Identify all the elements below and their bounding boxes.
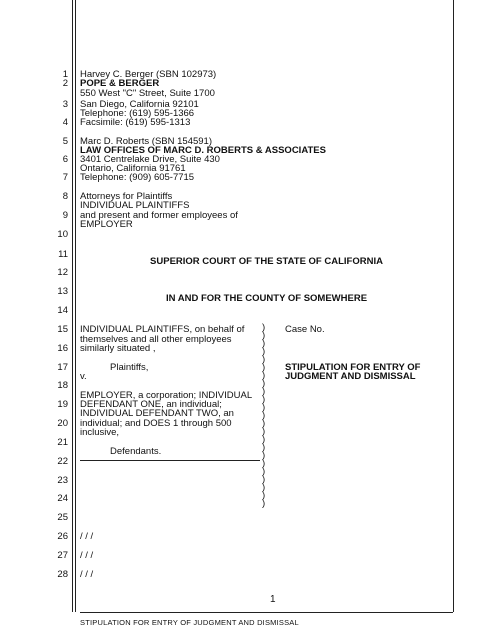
court-county: IN AND FOR THE COUNTY OF SOMEWHERE bbox=[165, 293, 368, 304]
plaintiff-line: themselves and all other employees bbox=[80, 334, 232, 345]
line-number: 10 bbox=[57, 229, 68, 240]
address-line: 3401 Centrelake Drive, Suite 430 bbox=[80, 154, 220, 165]
line-number: 27 bbox=[57, 550, 68, 561]
footer-rule bbox=[80, 612, 453, 613]
attorneys-for-line: EMPLOYER bbox=[80, 219, 133, 230]
address-line: 550 West "C" Street, Suite 1700 bbox=[80, 88, 215, 99]
page-number: 1 bbox=[270, 594, 276, 605]
plaintiff-line: INDIVIDUAL PLAINTIFFS, on behalf of bbox=[80, 324, 245, 335]
line-number: 5 bbox=[62, 136, 68, 147]
line-number: 25 bbox=[57, 512, 68, 523]
line-number: 4 bbox=[62, 117, 68, 128]
attorneys-for-line: INDIVIDUAL PLAINTIFFS bbox=[80, 200, 190, 211]
line-number: 13 bbox=[57, 286, 68, 297]
attorney-name: Marc D. Roberts (SBN 154591) bbox=[80, 136, 212, 147]
telephone: Telephone: (619) 595-1366 bbox=[80, 108, 195, 119]
line-number: 22 bbox=[57, 456, 68, 467]
line-number: 18 bbox=[57, 380, 68, 391]
document-title-line: JUDGMENT AND DISMISSAL bbox=[285, 371, 416, 382]
address-line: San Diego, California 92101 bbox=[80, 99, 199, 110]
attorney-name: Harvey C. Berger (SBN 102973) bbox=[80, 69, 217, 80]
defendant-line: inclusive, bbox=[80, 427, 120, 438]
defendant-line: INDIVIDUAL DEFENDANT TWO, an bbox=[80, 408, 234, 419]
line-number: 3 bbox=[62, 99, 68, 110]
law-firm-name: LAW OFFICES OF MARC D. ROBERTS & ASSOCIATES bbox=[80, 145, 326, 156]
line-number: 20 bbox=[57, 418, 68, 429]
right-margin-rule bbox=[453, 0, 454, 612]
line-number: 6 bbox=[62, 154, 68, 165]
defendant-line: EMPLOYER, a corporation; INDIVIDUAL bbox=[80, 390, 253, 401]
line-number: 8 bbox=[62, 191, 68, 202]
continuation-slashes: / / / bbox=[80, 531, 94, 542]
left-margin-rule bbox=[72, 0, 73, 612]
left-margin-rule-inner bbox=[75, 0, 76, 612]
line-number: 2 bbox=[62, 78, 68, 89]
defendant-line: individual; and DOES 1 through 500 bbox=[80, 418, 232, 429]
address-line: Ontario, California 91761 bbox=[80, 163, 186, 174]
line-number: 21 bbox=[57, 437, 68, 448]
line-number: 17 bbox=[57, 362, 68, 373]
line-number: 12 bbox=[57, 267, 68, 278]
court-name: SUPERIOR COURT OF THE STATE OF CALIFORNIA bbox=[150, 256, 383, 267]
line-number: 28 bbox=[57, 569, 68, 580]
law-firm-name: POPE & BERGER bbox=[80, 78, 160, 89]
defendant-line: DEFENDANT ONE, an individual; bbox=[80, 399, 222, 410]
line-number: 15 bbox=[57, 324, 68, 335]
line-number: 26 bbox=[57, 531, 68, 542]
caption-underline bbox=[80, 460, 260, 461]
continuation-slashes: / / / bbox=[80, 550, 94, 561]
telephone: Telephone: (909) 605-7715 bbox=[80, 172, 195, 183]
plaintiff-line: similarly situated , bbox=[80, 343, 156, 354]
line-number: 1 bbox=[62, 69, 68, 80]
versus: v. bbox=[80, 371, 87, 382]
line-number: 11 bbox=[58, 249, 68, 260]
attorneys-for-line: and present and former employees of bbox=[80, 210, 238, 221]
line-number: 14 bbox=[57, 305, 68, 316]
line-number: 16 bbox=[57, 343, 68, 354]
line-number: 7 bbox=[62, 172, 68, 183]
footer-title: STIPULATION FOR ENTRY OF JUDGMENT AND DISMISSAL bbox=[80, 618, 299, 627]
line-number: 19 bbox=[57, 399, 68, 410]
line-number: 24 bbox=[57, 493, 68, 504]
continuation-slashes: / / / bbox=[80, 569, 94, 580]
plaintiffs-label: Plaintiffs, bbox=[110, 362, 149, 373]
facsimile: Facsimile: (619) 595-1313 bbox=[80, 117, 191, 128]
caption-parentheses: ) ) ) ) ) ) ) ) ) ) ) ) ) ) ) ) ) ) ) ) ) ) ) bbox=[262, 322, 266, 509]
line-number: 9 bbox=[62, 210, 68, 221]
defendants-label: Defendants. bbox=[110, 446, 162, 457]
document-title-line: STIPULATION FOR ENTRY OF bbox=[285, 362, 421, 373]
case-number-label: Case No. bbox=[285, 324, 325, 335]
attorneys-for-line: Attorneys for Plaintiffs bbox=[80, 191, 173, 202]
line-number: 23 bbox=[57, 475, 68, 486]
